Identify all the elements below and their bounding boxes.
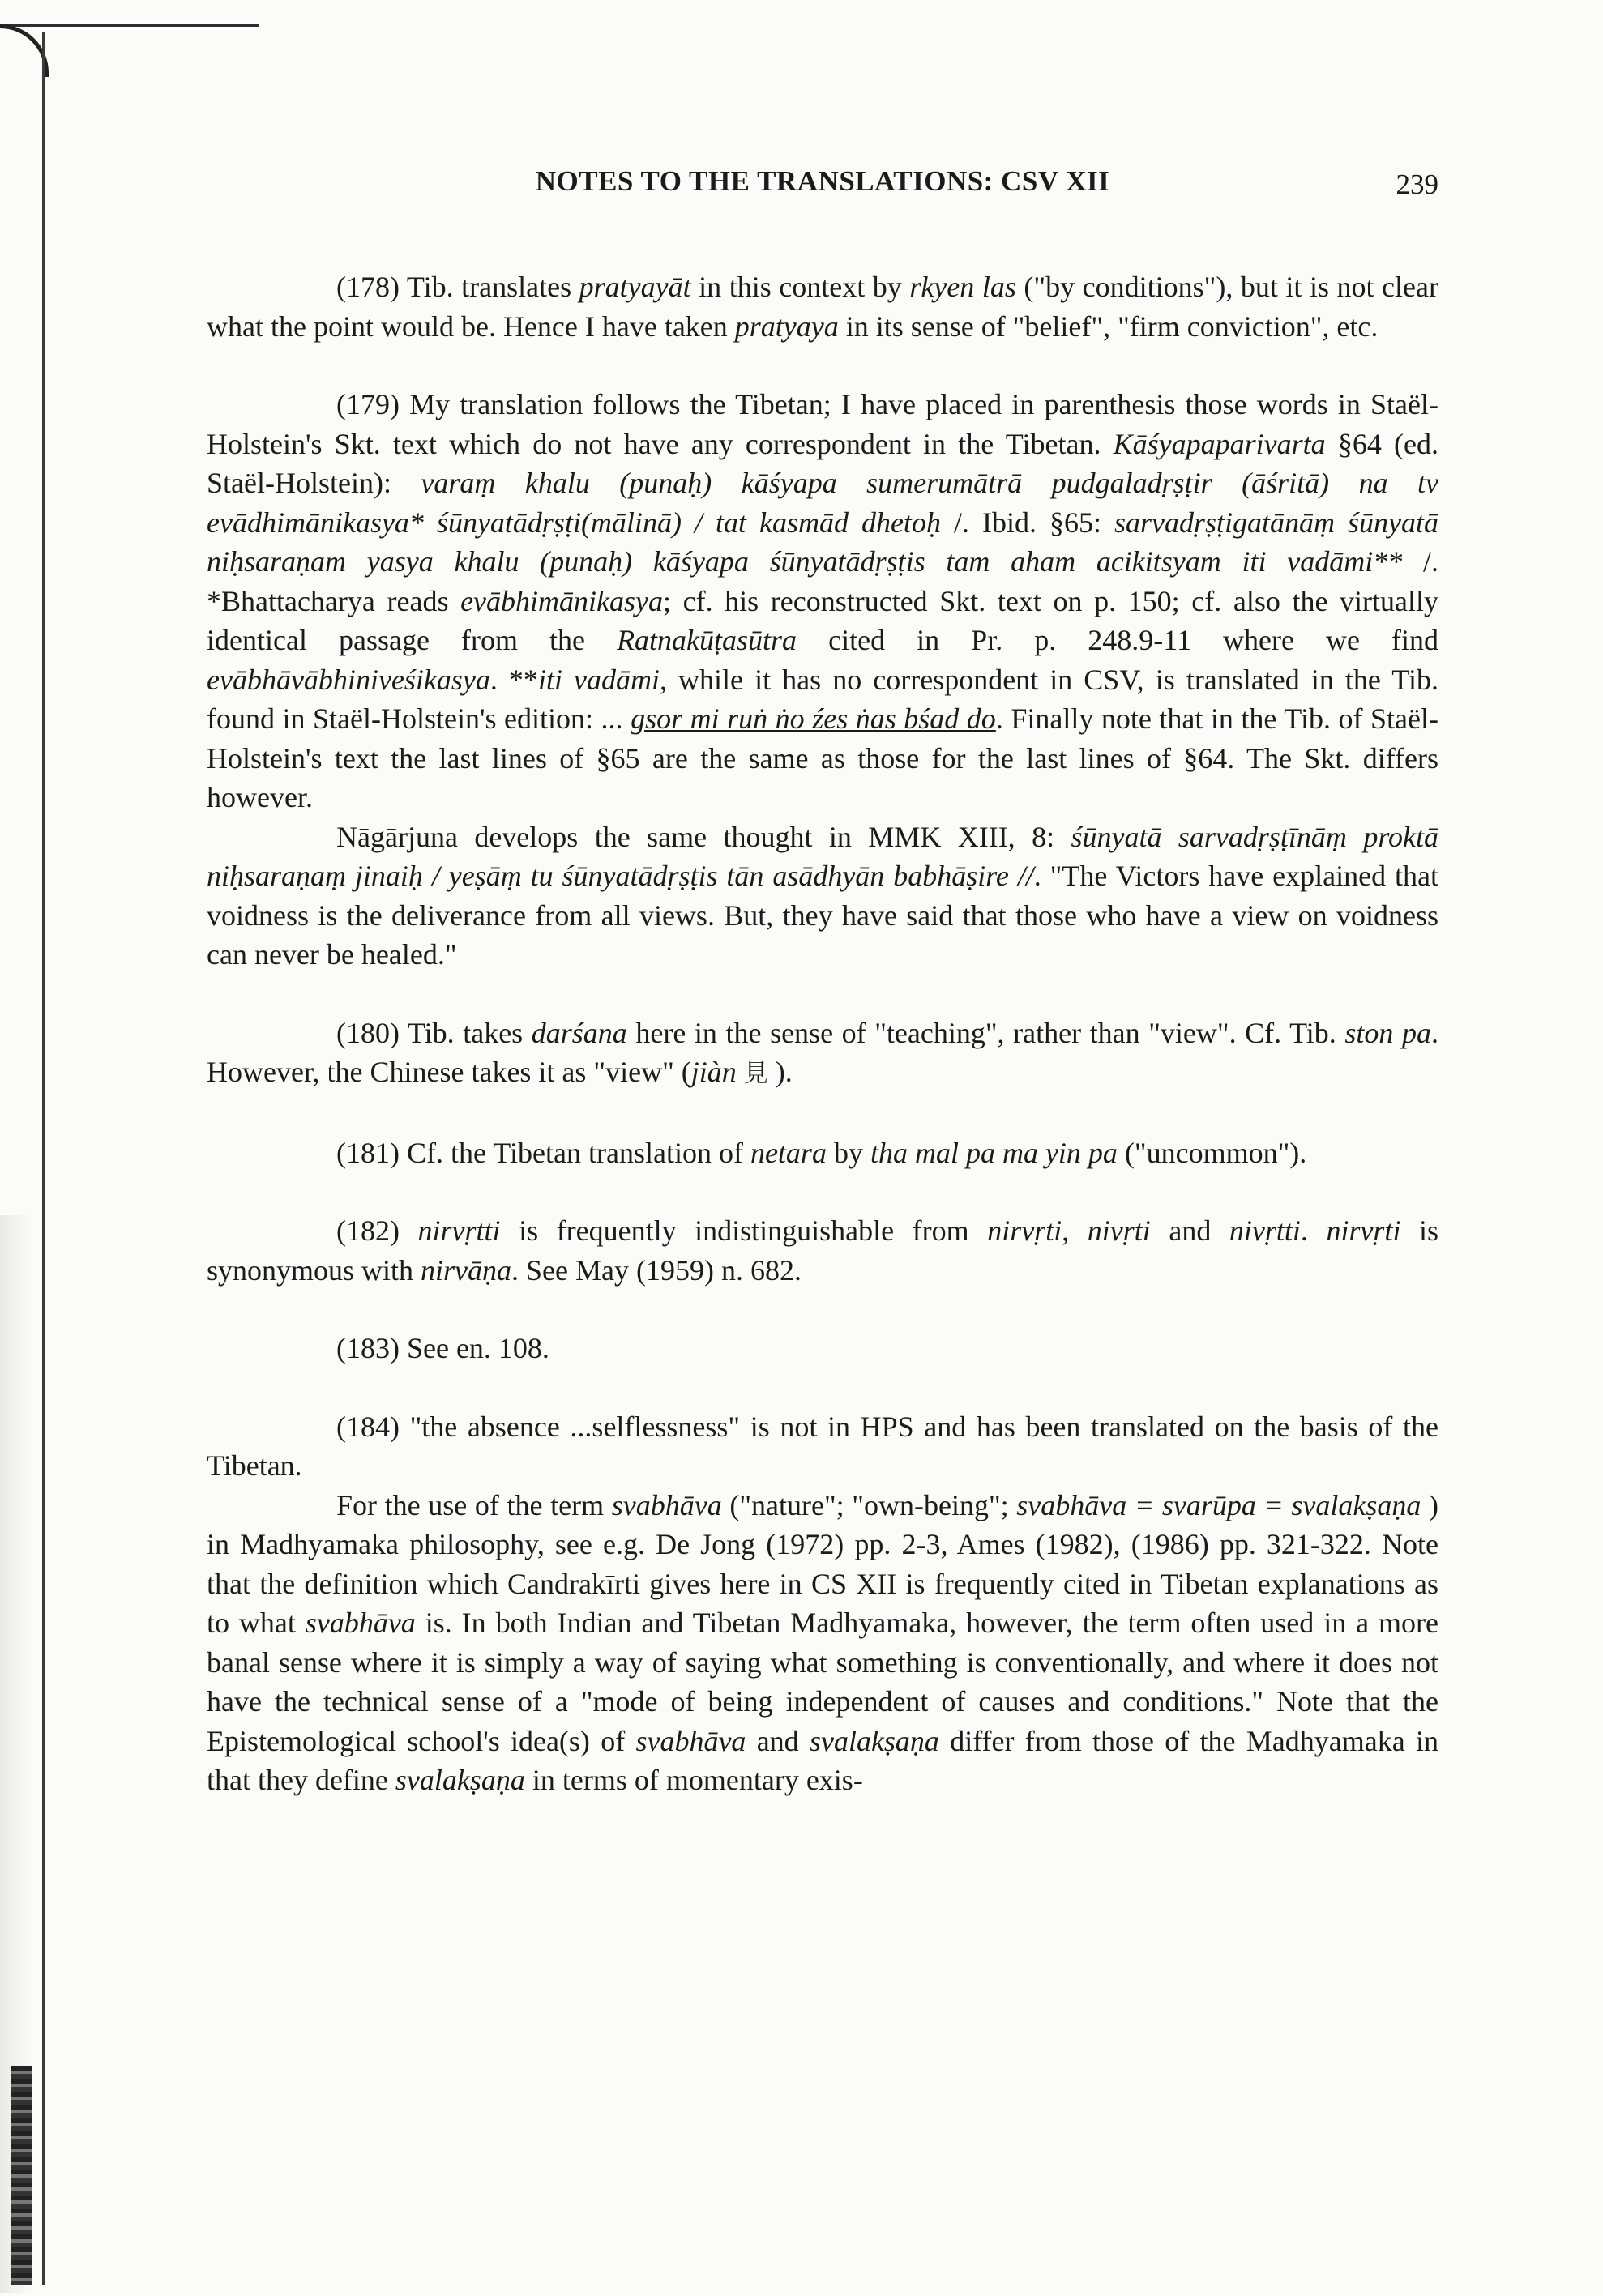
italic-term: nirvṛtti: [417, 1214, 501, 1247]
note-181: [207, 1133, 1438, 1173]
text-run: .: [1300, 1214, 1327, 1247]
note-184: [207, 1407, 1438, 1486]
notes-body: [207, 267, 1438, 1800]
text-run: cited in Pr. p. 248.9-11 where we find: [797, 624, 1438, 656]
italic-term: iti vadāmi: [537, 663, 660, 696]
text-run: is. In both Indian and Tibetan Madhyamaka, however, the term often used in a more banal sense where it is simply a way of saying what something is conventionally, and where it does not have the technical sense of a "mode of being independent of causes and conditions." Note that the Epistemological school's idea(s) of: [207, 1607, 1438, 1757]
italic-term: svalakṣaṇa: [395, 1764, 525, 1796]
text-run: and: [746, 1724, 810, 1757]
italic-term: Kāśyapaparivarta: [1113, 427, 1326, 460]
binding-margin-line: [42, 32, 45, 2285]
text-run: is frequently indistinguishable from: [500, 1214, 988, 1247]
italic-term: evābhāvābhiniveśikasya: [207, 663, 490, 696]
text-run: (180) Tib. takes: [336, 1016, 532, 1049]
italic-term: evābhimānikasya: [460, 584, 663, 617]
italic-term: pratyayāt: [579, 271, 691, 303]
text-run: and: [1150, 1214, 1229, 1247]
italic-term: nivṛti: [1087, 1214, 1151, 1247]
italic-term: svabhāva: [305, 1607, 416, 1639]
text-run: (184) "the absence ...selflessness" is not in HPS and has been translated on the basis of the Tibetan.: [207, 1410, 1438, 1482]
note-182: [207, 1211, 1438, 1290]
text-run: (182): [336, 1214, 418, 1247]
italic-term: rkyen las: [909, 271, 1016, 303]
text-run: . "The Victors have explained that voidness is the deliverance from all views. But, they have said that those who have a view on voidness can never be healed.": [207, 860, 1438, 971]
scan-artifact-strip: [11, 2066, 32, 2285]
italic-term: Ratnakūṭasūtra: [617, 624, 797, 656]
italic-term: jiàn: [690, 1056, 737, 1088]
text-run: in its sense of "belief", "firm conviction", etc.: [838, 309, 1379, 343]
text-run: §64 (ed. Staël-Holstein):: [207, 427, 1439, 499]
italic-term: varaṃ khalu (punaḥ) kāśyapa sumerumātrā pudgaladṛṣṭir (āśritā) na tv evādhimānikasya* śūnyatādṛṣṭi(mālinā) / tat kasmād dhetoḥ: [207, 467, 1439, 539]
italic-term: nirvāṇa: [421, 1253, 512, 1287]
text-run: differ from those of the Madhyamaka in that they define: [207, 1724, 1438, 1796]
note-179: [207, 385, 1438, 817]
text-run: (178) Tib. translates: [336, 271, 579, 303]
text-run: ) in Madhyamaka philosophy, see e.g. De Jong (1972) pp. 2-3, Ames (1982), (1986) pp. 321-322. Note that the definition which Candrakīrti gives here in CS XII is frequently cited in Tibetan explanations as to what: [207, 1488, 1438, 1639]
text-run: by: [826, 1136, 870, 1169]
italic-term: nirvṛti: [987, 1214, 1062, 1247]
text-run: (183) See en. 108.: [336, 1332, 549, 1364]
text-run: (179) My translation follows the Tibetan; I have placed in parenthesis those words in Staël-Holstein's Skt. text which do not have any correspondent in the Tibetan.: [207, 388, 1438, 460]
text-run: ,: [1062, 1214, 1088, 1247]
page-header: [207, 162, 1438, 211]
text-run: in this context by: [690, 271, 910, 303]
note-184-continuation: [207, 1486, 1438, 1800]
text-run: ("by conditions"), but it is not clear what the point would be. Hence I have taken: [207, 271, 1438, 343]
text-run: . **: [489, 663, 538, 696]
running-title: NOTES TO THE TRANSLATIONS: CSV XII: [535, 165, 1110, 197]
text-run: . See May (1959) n. 682.: [511, 1253, 802, 1287]
text-run: /. *Bhattacharya reads: [207, 545, 1438, 617]
italic-term: svabhāva = svarūpa = svalakṣaṇa: [1016, 1488, 1421, 1521]
italic-term: tha mal pa ma yin pa: [870, 1136, 1118, 1169]
binding-curl: [0, 24, 49, 77]
text-run: ; cf. his reconstructed Skt. text on p. 150; cf. also the virtually identical passage from the: [207, 584, 1438, 656]
text-run: /. Ibid. §65:: [940, 506, 1114, 539]
italic-term: svalakṣaṇa: [809, 1724, 939, 1757]
italic-term: ston pa: [1344, 1016, 1432, 1049]
italic-term: pratyaya: [734, 309, 839, 343]
italic-term: gsor mi ruṅ ṅo źes ṅas bśad do: [631, 702, 996, 735]
italic-term: svabhāva: [611, 1488, 722, 1521]
text-run: here in the sense of "teaching", rather than "view". Cf. Tib.: [626, 1016, 1345, 1049]
text-run: (181) Cf. the Tibetan translation of: [336, 1136, 750, 1169]
text-run: in terms of momentary exis-: [524, 1764, 863, 1796]
text-run: . However, the Chinese takes it as "view" (: [207, 1016, 1439, 1088]
text-run: ("uncommon").: [1117, 1136, 1307, 1169]
text-run: For the use of the term: [336, 1488, 612, 1521]
italic-term: sarvadṛṣṭigatānāṃ śūnyatā niḥsaraṇam yasya khalu (punaḥ) kāśyapa śūnyatādṛṣṭis tam aham acikitsyam iti vadāmi**: [207, 506, 1439, 578]
note-178: [207, 267, 1438, 346]
text-run: ).: [767, 1056, 793, 1088]
text-run: , while it has no correspondent in CSV, is translated in the Tib. found in Staël-Holstein's edition: ...: [207, 663, 1438, 735]
italic-term: nivṛtti: [1229, 1214, 1301, 1247]
italic-term: nirvṛti: [1326, 1214, 1401, 1247]
text-run: ("nature"; "own-being";: [721, 1488, 1017, 1521]
chinese-character: 見: [743, 1060, 768, 1088]
page-number: 239: [1396, 169, 1438, 200]
text-run: Nāgārjuna develops the same thought in MMK XIII, 8:: [336, 820, 1071, 853]
note-179-continuation: [207, 817, 1438, 975]
text-run: . Finally note that in the Tib. of Staël-Holstein's text the last lines of §65 are the same as those for the last lines of §64. The Skt. differs however.: [207, 702, 1439, 813]
text-run: is synonymous with: [207, 1214, 1439, 1287]
italic-term: darśana: [531, 1016, 627, 1049]
binding-edge-line: [0, 24, 259, 27]
text-run: [737, 1056, 744, 1088]
italic-term: śūnyatā sarvadṛṣṭīnāṃ proktā niḥsaraṇaṃ jinaiḥ / yeṣāṃ tu śūnyatādṛṣṭis tān asādhyān babhāṣire //: [207, 820, 1438, 892]
italic-term: svabhāva: [635, 1724, 746, 1757]
italic-term: netara: [750, 1136, 827, 1169]
note-180: [207, 1014, 1438, 1095]
note-183: [207, 1329, 1438, 1368]
